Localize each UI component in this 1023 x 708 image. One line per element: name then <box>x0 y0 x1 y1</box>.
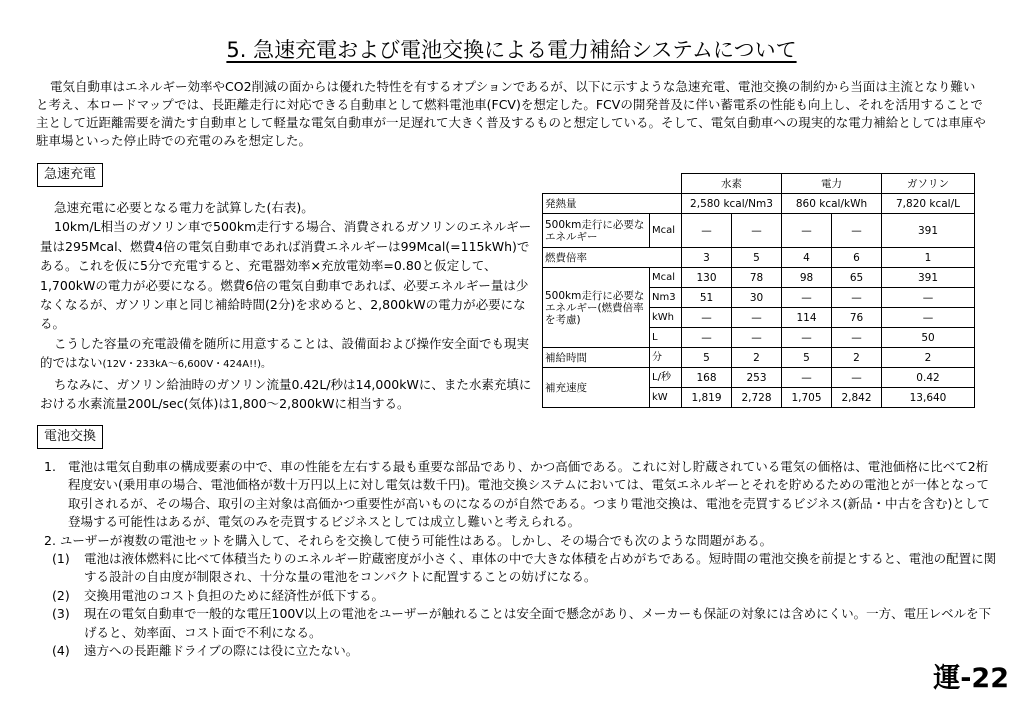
table-cell: — <box>682 328 732 348</box>
row-label: 500km走行に必要なエネルギー <box>543 214 650 248</box>
table-cell: 391 <box>882 268 975 288</box>
sub-item-number: (3) <box>52 606 70 622</box>
table-cell: 2,728 <box>732 388 782 408</box>
table-cell: 2,842 <box>832 388 882 408</box>
row-label: 500km走行に必要なエネルギー(燃費倍率を考慮) <box>543 268 650 348</box>
sub-item-number: (4) <box>52 643 70 659</box>
quick-charge-section <box>40 198 532 413</box>
sub-item-text: 現在の電気自動車で一般的な電圧100V以上の電池をユーザーが触れることは安全面で懸念があり、メーカーも保証の対象には含めにくい。一方、電圧レベルを下げると、効率面、コスト面で不利になる。 <box>84 606 992 640</box>
list-item: 2. ユーザーが複数の電池セットを購入して、それらを交換して使う可能性はある。しかし、その場合でも次のような問題がある。 <box>44 532 773 548</box>
table-cell: 4 <box>782 248 832 268</box>
sub-list-item <box>40 642 1000 660</box>
empty-corner-cell <box>543 174 682 194</box>
row-label: 補給時間 <box>543 348 650 368</box>
table-cell: — <box>832 368 882 388</box>
table-cell: 2 <box>732 348 782 368</box>
header-electricity: 電力 <box>782 174 882 194</box>
table-cell: — <box>732 328 782 348</box>
quick-p3-main: こうした容量の充電設備を随所に用意することは、設備面および操作安全面でも現実的ではない <box>40 335 530 371</box>
header-hydrogen: 水素 <box>682 174 782 194</box>
table-cell: 51 <box>682 288 732 308</box>
energy-comparison-table <box>542 173 975 408</box>
intro-paragraph <box>36 78 986 150</box>
table-cell: 0.42 <box>882 368 975 388</box>
table-cell: 30 <box>732 288 782 308</box>
sub-list-item <box>40 605 1000 642</box>
item-number: 1. <box>44 459 56 474</box>
quick-charge-label: 急速充電 <box>37 163 103 187</box>
table-header-row <box>543 174 975 194</box>
table-cell: — <box>832 214 882 248</box>
table-cell: — <box>782 288 832 308</box>
sub-item-text: 交換用電池のコスト負担のために経済性が低下する。 <box>84 587 385 603</box>
unit-cell: Mcal <box>650 268 682 288</box>
table-cell: — <box>882 308 975 328</box>
table-row <box>543 214 975 248</box>
table-cell: — <box>682 214 732 248</box>
table-cell: 78 <box>732 268 782 288</box>
sub-list-item <box>40 550 1000 587</box>
unit-cell: kW <box>650 388 682 408</box>
table-row <box>543 268 975 288</box>
table-cell: 2,580 kcal/Nm3 <box>682 194 782 214</box>
table-cell: 114 <box>782 308 832 328</box>
table-row <box>543 368 975 388</box>
row-label: 発熱量 <box>543 194 682 214</box>
battery-swap-section <box>40 458 1000 660</box>
table-cell: 1 <box>882 248 975 268</box>
sub-item-text: 電池は液体燃料に比べて体積当たりのエネルギー貯蔵密度が小さく、車体の中で大きな体積を占めがちである。短時間の電池交換を前提とすると、電池の配置に関する設計の自由度が制限され、十分な量の電池をコンパクトに配置することの妨げになる。 <box>84 551 997 585</box>
item-text: 電池は電気自動車の構成要素の中で、車の性能を左右する最も重要な部品であり、かつ高価である。これに対し貯蔵されている電気の価格は、電池価格に比べて2桁程度安い(乗用車の場合、電池価格が数十万円以上に対し電気は数千円)。電池交換システムにおいては、電気エネルギーとそれを貯めるための電池とが一体となって取引されるが、その場合、取引の主対象は高価かつ重要性が高いものになるのが自然である。つまり電池交換は、電池を売買するビジネス(新品・中古を含む)として登場する可能性はあるが、電気のみを売買するビジネスとしては成立し難いと考えられる。 <box>68 459 990 530</box>
list-item <box>40 458 1000 532</box>
intro-text: 電気自動車はエネルギー効率やCO2削減の面からは優れた特性を有するオプションであるが、以下に示すような急速充電、電池交換の制約から当面は主流となり難いと考え、本ロードマップでは、長距離走行に対応できる自動車として燃料電池車(FCV)を想定した。FCVの開発普及に伴い蓄電系の性能も向上し、それを活用することで主として近距離需要を満たす自動車として軽量な電気自動車が一足遅れて大きく普及するものと想定している。そして、電気自動車への現実的な電力補給としては車庫や駐車場といった停止時での充電のみを想定した。 <box>36 79 986 148</box>
table-cell: — <box>782 214 832 248</box>
unit-cell: L/秒 <box>650 368 682 388</box>
table-cell: 76 <box>832 308 882 328</box>
table-cell: 65 <box>832 268 882 288</box>
page-number: 運-22 <box>933 663 1009 694</box>
row-label: 燃費倍率 <box>543 248 682 268</box>
table-cell: 860 kcal/kWh <box>782 194 882 214</box>
table-cell: 7,820 kcal/L <box>882 194 975 214</box>
table-cell: — <box>782 368 832 388</box>
table-cell: 130 <box>682 268 732 288</box>
battery-swap-label: 電池交換 <box>37 425 103 449</box>
table-row <box>543 348 975 368</box>
table-cell: 5 <box>732 248 782 268</box>
table-cell: — <box>832 288 882 308</box>
table-cell: 5 <box>682 348 732 368</box>
sub-item-number: (1) <box>52 551 70 567</box>
table-cell: — <box>832 328 882 348</box>
table-cell: 98 <box>782 268 832 288</box>
unit-cell: Mcal <box>650 214 682 248</box>
unit-cell: 分 <box>650 348 682 368</box>
table-cell: — <box>782 328 832 348</box>
page-title: 5. 急速充電および電池交換による電力補給システムについて <box>226 38 797 62</box>
sub-item-number: (2) <box>52 587 70 603</box>
table-cell: 6 <box>832 248 882 268</box>
table-cell: — <box>682 308 732 328</box>
quick-p2: 10km/L相当のガソリン車で500km走行する場合、消費されるガソリンのエネルギー量は295Mcal、燃費4倍の電気自動車であれば消費エネルギーは99Mcal(=115kWh)である。これを仮に5分で充電すると、充電器効率×充放電効率=0.80と仮定して、1,700kWの電力が必要になる。燃費6倍の電気自動車であれば、必要エネルギー量は少なくなるが、ガソリン車と同じ補給時間(2分)を求めると、2,800kWの電力が必要になる。 <box>40 219 532 332</box>
quick-p1: 急速充電に必要となる電力を試算した(右表)。 <box>54 200 314 215</box>
unit-cell: L <box>650 328 682 348</box>
table-cell: 50 <box>882 328 975 348</box>
table-cell: 1,819 <box>682 388 732 408</box>
sub-item-text: 遠方への長距離ドライブの際には役に立たない。 <box>84 643 359 659</box>
table-cell: 2 <box>882 348 975 368</box>
table-cell: 5 <box>782 348 832 368</box>
table-cell: 253 <box>732 368 782 388</box>
table-cell: — <box>732 308 782 328</box>
unit-cell: Nm3 <box>650 288 682 308</box>
table-row <box>543 194 975 214</box>
table-cell: 13,640 <box>882 388 975 408</box>
quick-p3-note: (12V・233kA〜6,600V・424A!!)。 <box>102 359 272 371</box>
sub-list-item <box>40 587 1000 605</box>
quick-p3 <box>40 334 532 375</box>
table-cell: 168 <box>682 368 732 388</box>
table-cell: — <box>882 288 975 308</box>
header-gasoline: ガソリン <box>882 174 975 194</box>
unit-cell: kWh <box>650 308 682 328</box>
table-cell: 391 <box>882 214 975 248</box>
row-label: 補充速度 <box>543 368 650 408</box>
table-row <box>543 248 975 268</box>
table-cell: 3 <box>682 248 732 268</box>
table-cell: 2 <box>832 348 882 368</box>
table-cell: 1,705 <box>782 388 832 408</box>
quick-p4: ちなみに、ガソリン給油時のガソリン流量0.42L/秒は14,000kWに、また水素充填における水素流量200L/sec(気体)は1,800〜2,800kWに相当する。 <box>40 376 532 412</box>
table-cell: — <box>732 214 782 248</box>
